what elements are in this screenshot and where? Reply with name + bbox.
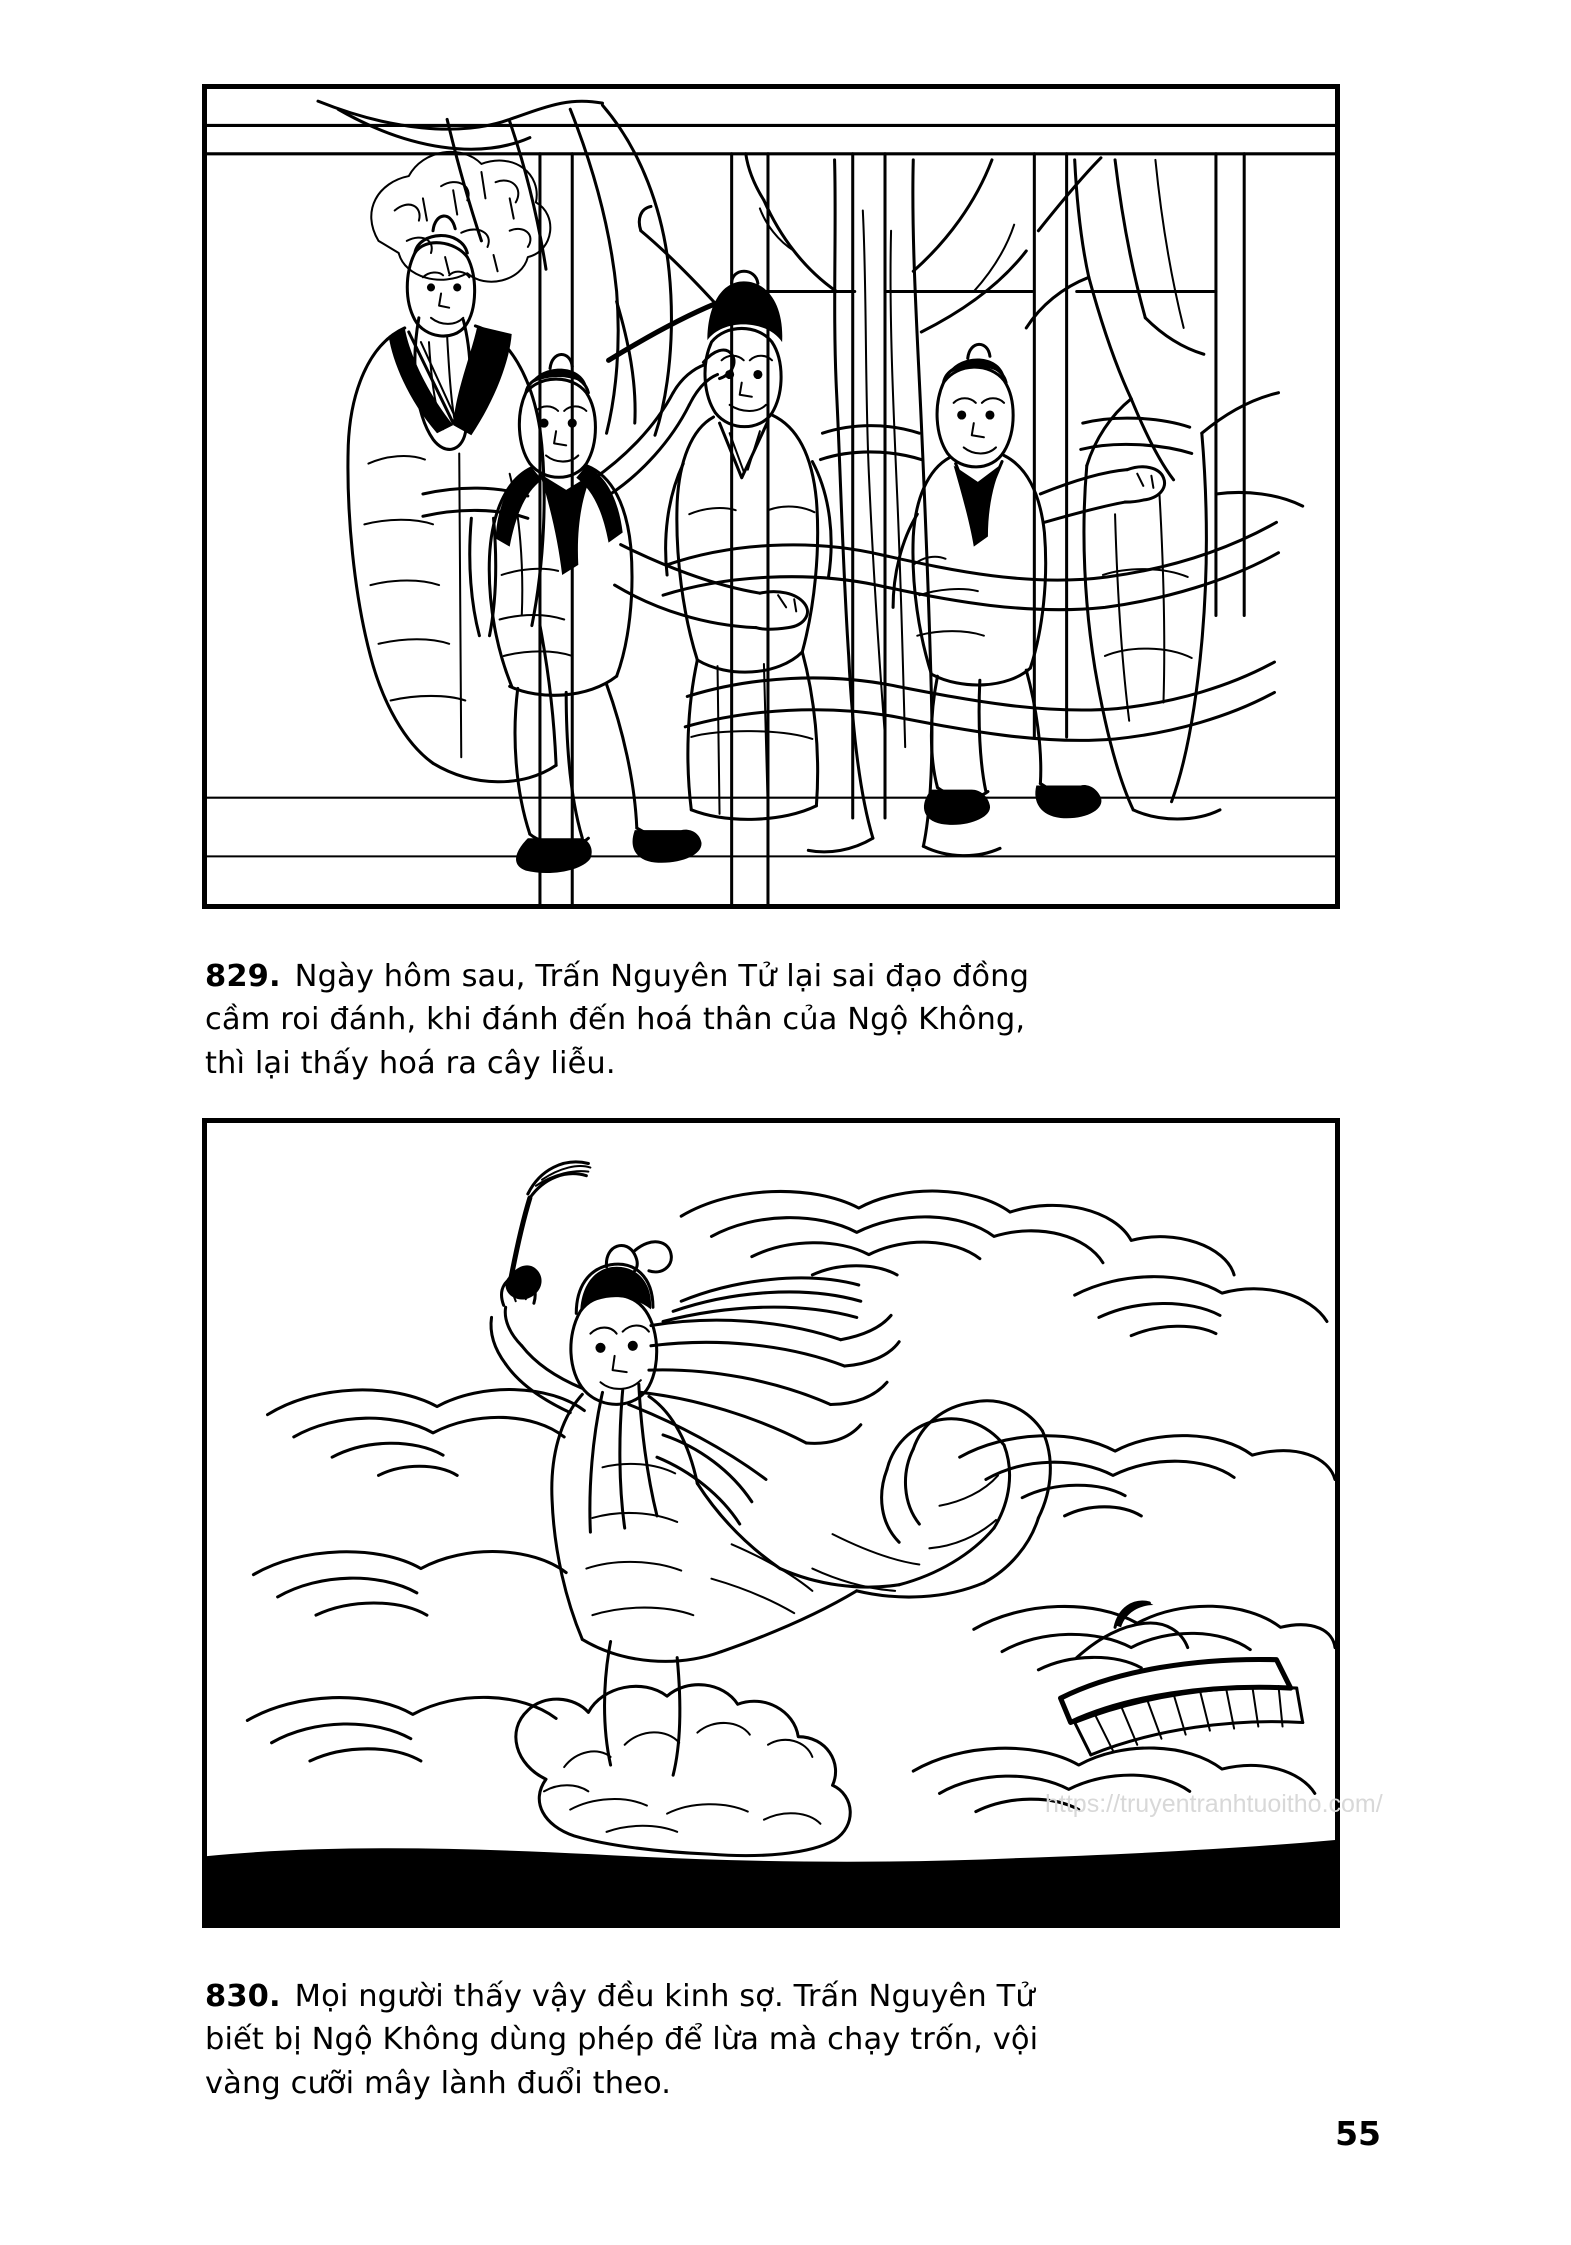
caption-829-line-2: cầm roi đánh, khi đánh đến hoá thân của Ngộ Không, [205,1002,1026,1038]
site-watermark: https://truyentranhtuoitho.com/ [1045,1790,1383,1818]
comic-panel-829 [202,84,1340,909]
caption-829-line-3: thì lại thấy hoá ra cây liễu. [205,1045,616,1081]
caption-830-number: 830. [205,1979,281,2014]
panel-830-artwork [207,1123,1335,1923]
caption-830 [205,1975,1345,2105]
panel-829-artwork [207,89,1335,904]
caption-830-line-2: biết bị Ngộ Không dùng phép để lừa mà chạy trốn, vội [205,2022,1039,2058]
caption-829-line-1: Ngày hôm sau, Trấn Nguyên Tử lại sai đạo đồng [294,959,1030,994]
page-number: 55 [1335,2114,1381,2153]
caption-829 [205,955,1345,1085]
comic-panel-830 [202,1118,1340,1928]
caption-829-number: 829. [205,959,281,994]
caption-830-line-1: Mọi người thấy vậy đều kinh sợ. Trấn Nguyên Tử [294,1979,1035,2014]
caption-830-line-3: vàng cưỡi mây lành đuổi theo. [205,2065,672,2101]
